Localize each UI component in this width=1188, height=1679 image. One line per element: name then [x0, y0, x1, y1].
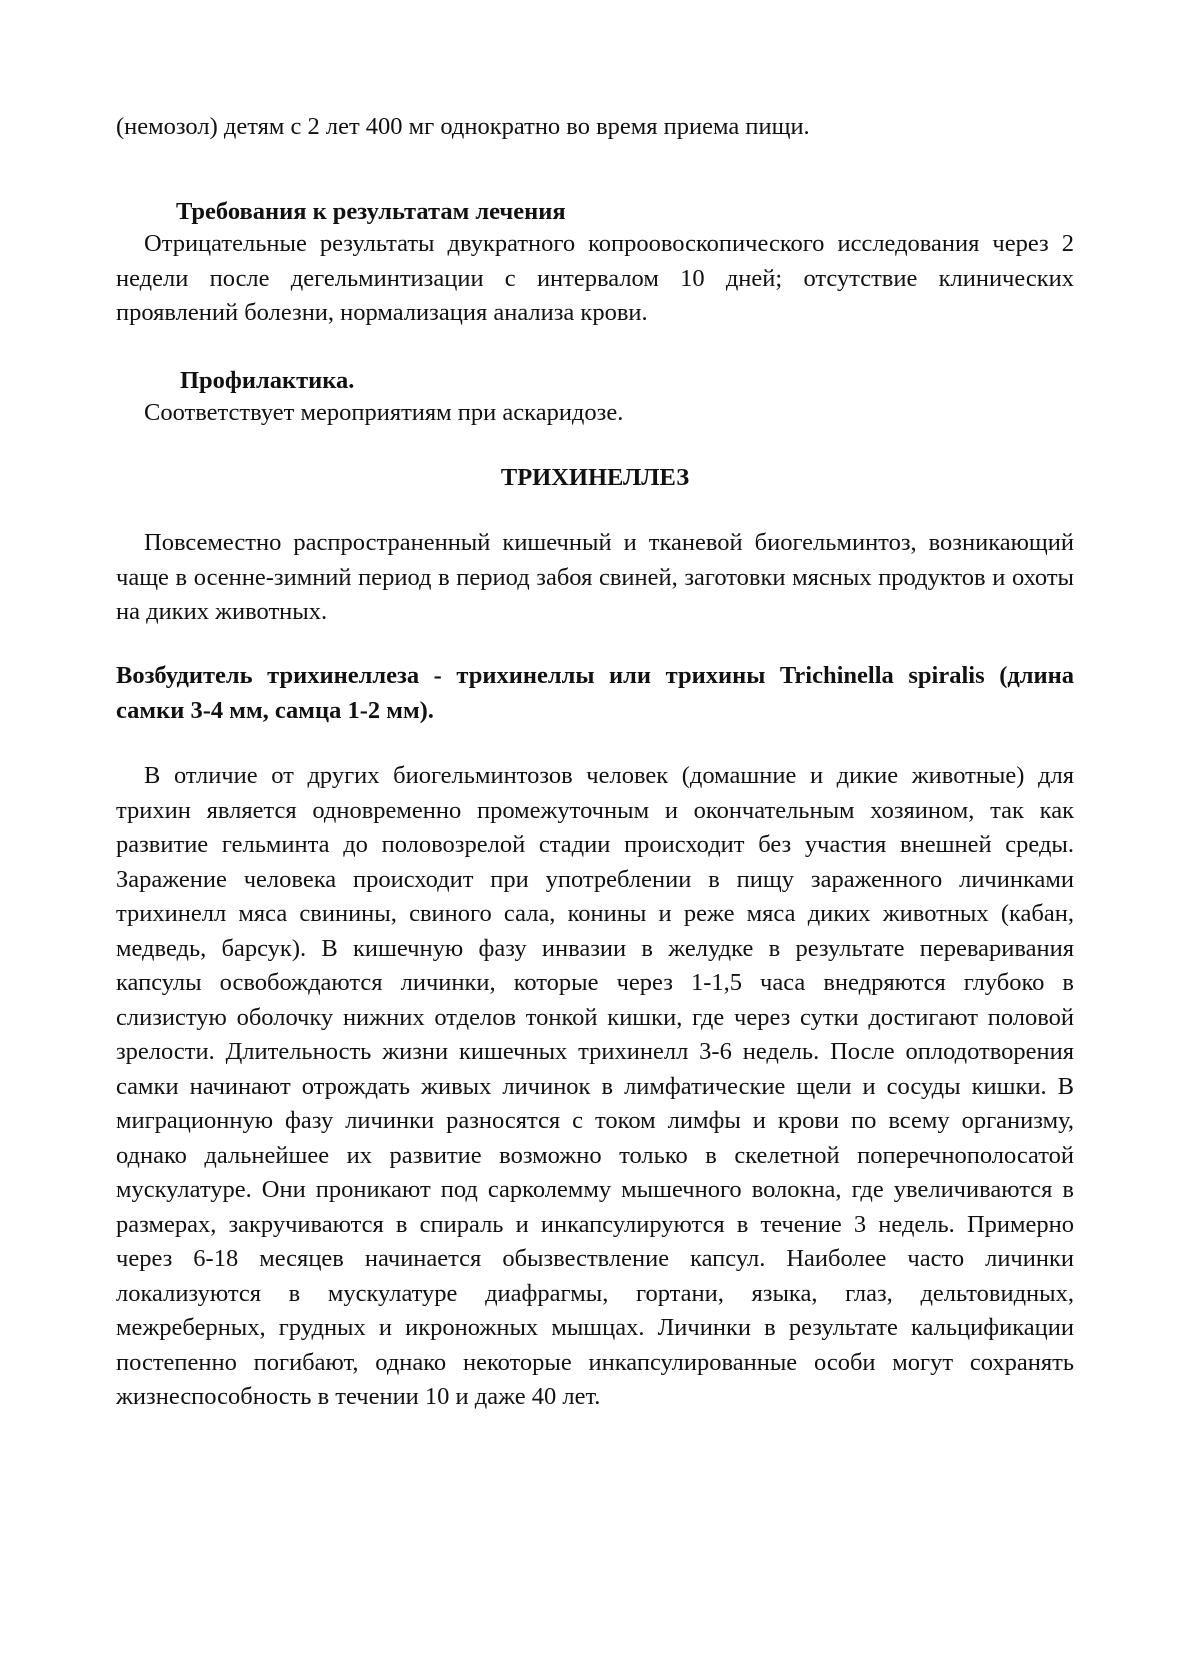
section-title: ТРИХИНЕЛЛЕЗ [500, 464, 690, 491]
main-paragraph: В отличие от других биогельминтозов человек (домашние и дикие животные) для трихин является одновременно промежуточным и окончательным хозяином, так как развитие гельминта до половозрелой стадии происходит без участия внешней среды. Заражение человека происходит при употреблении в пищу зараженного личинками трихинелл мяса свинины, свиного сала, конины и реже мяса диких животных (кабан, медведь, барсук). В кишечную фазу инвазии в желудке в результате переваривания капсулы освобождаются личинки, которые через 1-1,5 часа внедряются глубоко в слизистую оболочку нижних отделов тонкой кишки, где через сутки достигают половой зрелости. Длительность жизни кишечных трихинелл 3-6 недель. После оплодотворения самки начинают отрождать живых личинок в лимфатические щели и сосуды кишки. В миграционную фазу личинки разносятся с током лимфы и крови по всему организму, однако дальнейшее их развитие возможно только в скелетной поперечнополосатой мускулатуре. Они проникают под сарколемму мышечного волокна, где увеличиваются в размерах, закручиваются в спираль и инкапсулируются в течение 3 недель. Примерно через 6-18 месяцев начинается обызвествление капсул. Наиболее часто личинки локализуются в мускулатуре диафрагмы, гортани, языка, глаз, дельтовидных, межреберных, грудных и икроножных мышцах. Личинки в результате кальцификации постепенно погибают, однако некоторые инкапсулированные особи могут сохранять жизнеспособность в течении 10 и даже 40 лет. [116, 762, 1074, 1410]
pathogen-paragraph: Возбудитель трихинеллеза - трихинеллы или трихины Trichinella spiralis (длина самки 3-4 мм, самца 1-2 мм). [116, 662, 1074, 724]
intro-paragraph: Повсеместно распространенный кишечный и тканевой биогельминтоз, возникающий чаще в осенне-зимний период в период забоя свиней, заготовки мясных продуктов и охоты на диких животных. [116, 529, 1074, 625]
prevention-paragraph: Соответствует мероприятиям при аскаридозе. [144, 399, 624, 426]
treatment-results-heading: Требования к результатам лечения [176, 198, 566, 225]
prevention-heading: Профилактика. [180, 367, 355, 394]
opening-line: (немозол) детям с 2 лет 400 мг однократно во время приема пищи. [116, 113, 810, 140]
treatment-results-paragraph: Отрицательные результаты двукратного копроовоскопического исследования через 2 недели после дегельминтизации с интервалом 10 дней; отсутствие клинических проявлений болезни, нормализация анализа крови. [116, 230, 1074, 326]
